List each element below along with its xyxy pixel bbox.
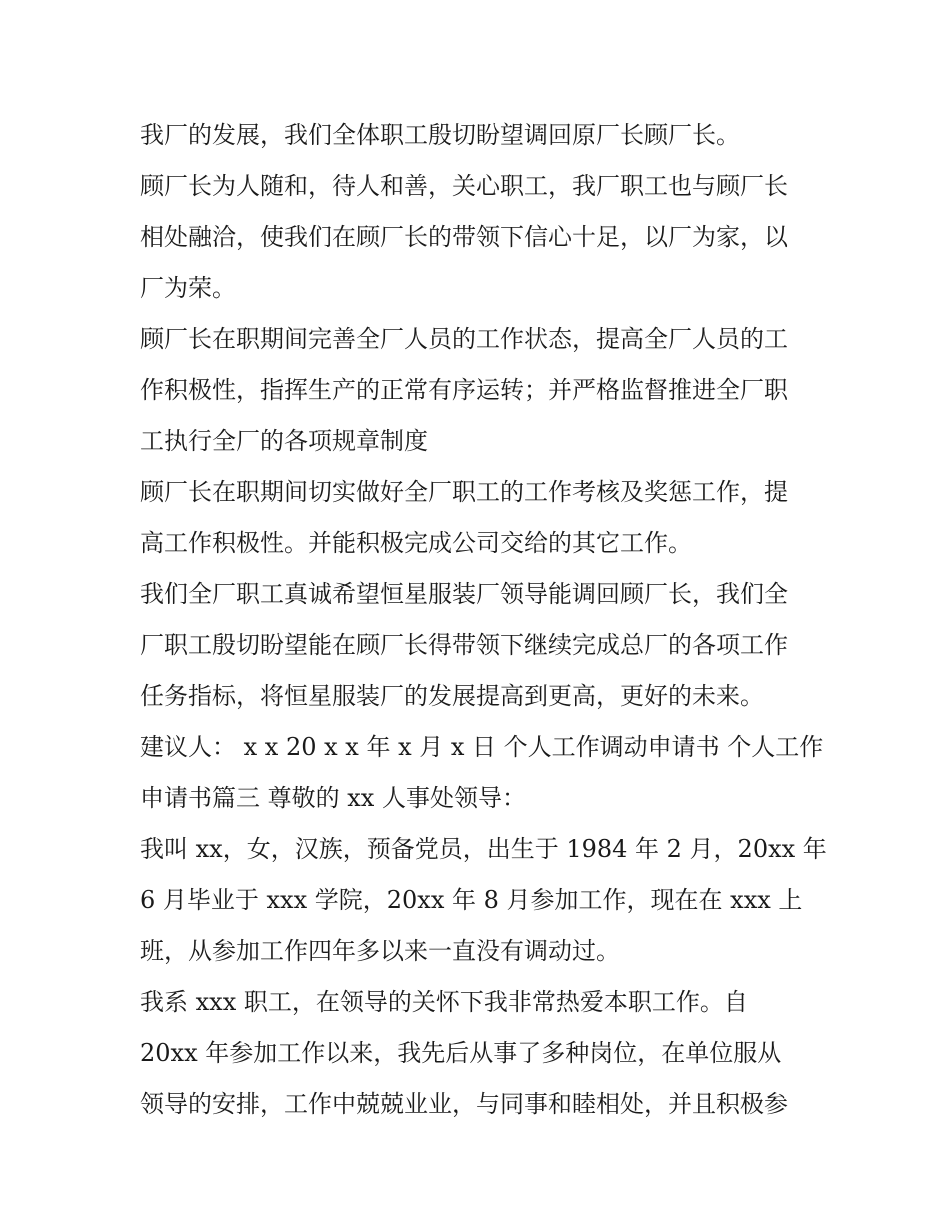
text-line: 任务指标，将恒星服装厂的发展提高到更高，更好的未来。	[140, 682, 764, 710]
text-line: 领导的安排，工作中兢兢业业，与同事和睦相处，并且积极参	[140, 1090, 788, 1118]
text-line: 我叫 xx，女，汉族，预备党员，出生于 1984 年 2 月，20xx 年	[140, 835, 827, 863]
text-line: 20xx 年参加工作以来，我先后从事了多种岗位，在单位服从	[140, 1039, 782, 1067]
text-line: 班，从参加工作四年多以来一直没有调动过。	[140, 937, 620, 965]
text-line: 顾厂长在职期间完善全厂人员的工作状态，提高全厂人员的工	[140, 325, 788, 353]
text-line: 我们全厂职工真诚希望恒星服装厂领导能调回顾厂长，我们全	[140, 580, 788, 608]
text-line: 顾厂长为人随和，待人和善，关心职工，我厂职工也与顾厂长	[140, 172, 788, 200]
document-body	[140, 110, 830, 1130]
text-line: 高工作积极性。并能积极完成公司交给的其它工作。	[140, 529, 692, 557]
text-line: 我厂的发展，我们全体职工殷切盼望调回原厂长顾厂长。	[140, 121, 740, 149]
text-line: 厂为荣。	[140, 274, 236, 302]
text-line: 申请书篇三 尊敬的 xx 人事处领导：	[140, 784, 526, 812]
text-line: 6 月毕业于 xxx 学院，20xx 年 8 月参加工作，现在在 xxx 上	[140, 886, 803, 914]
text-line: 厂职工殷切盼望能在顾厂长得带领下继续完成总厂的各项工作	[140, 631, 788, 659]
text-line: 顾厂长在职期间切实做好全厂职工的工作考核及奖惩工作，提	[140, 478, 788, 506]
text-line: 我系 xxx 职工，在领导的关怀下我非常热爱本职工作。自	[140, 988, 748, 1016]
text-line: 工执行全厂的各项规章制度	[140, 427, 428, 455]
text-line: 作积极性，指挥生产的正常有序运转；并严格监督推进全厂职	[140, 376, 788, 404]
text-line: 相处融洽，使我们在顾厂长的带领下信心十足，以厂为家，以	[140, 223, 788, 251]
text-line: 建议人： x x 20 x x 年 x 月 x 日 个人工作调动申请书 个人工作	[140, 733, 824, 761]
